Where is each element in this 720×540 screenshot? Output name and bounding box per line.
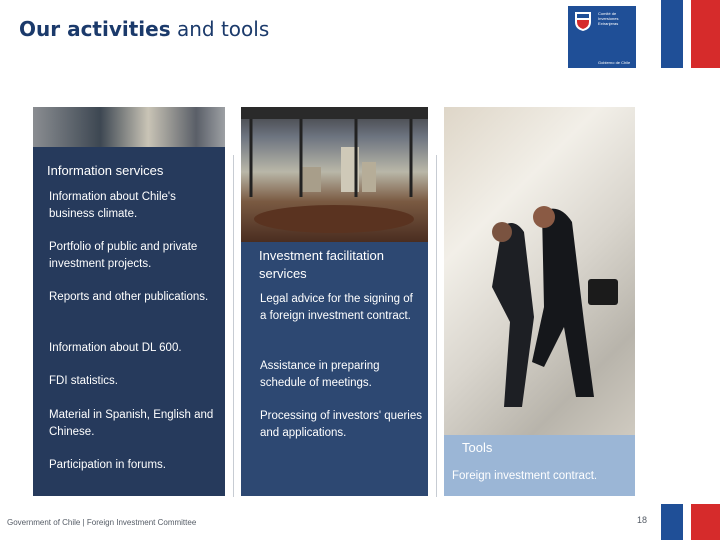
information-services-heading: Information services bbox=[47, 163, 164, 178]
investment-facilitation-heading: Investment facilitation services bbox=[259, 248, 385, 281]
list-item: Material in Spanish, English and Chinese. bbox=[49, 409, 214, 438]
businessmen-walking-photo bbox=[444, 107, 635, 435]
chile-government-logo: Comité de Inversiones Extranjeras Gobierno de Chile bbox=[568, 6, 636, 68]
column-divider bbox=[436, 155, 437, 497]
shield-icon bbox=[573, 10, 593, 32]
slide-title: Our activities and tools bbox=[19, 17, 270, 41]
list-item: Legal advice for the signing of a foreign investment contract. bbox=[260, 293, 413, 322]
footer-text: Government of Chile | Foreign Investment Committee bbox=[7, 518, 197, 527]
column-divider bbox=[233, 155, 234, 497]
list-item: Assistance in preparing schedule of meetings. bbox=[260, 360, 380, 389]
office-meeting-photo bbox=[33, 107, 225, 147]
list-item: Portfolio of public and private investment projects. bbox=[49, 241, 198, 270]
conference-room-photo bbox=[241, 107, 428, 242]
list-item: Reports and other publications. bbox=[49, 291, 209, 303]
list-item: FDI statistics. bbox=[49, 375, 119, 387]
list-item: Processing of investors' queries and applications. bbox=[260, 410, 422, 439]
list-item: Information about DL 600. bbox=[49, 342, 182, 354]
flag-stripe bbox=[661, 504, 720, 540]
list-item: Foreign investment contract. bbox=[452, 470, 598, 482]
page-number: 18 bbox=[637, 515, 648, 525]
tools-heading: Tools bbox=[462, 440, 493, 455]
list-item: Participation in forums. bbox=[49, 459, 166, 471]
list-item: Information about Chile's business climate. bbox=[49, 191, 176, 220]
flag-stripe bbox=[661, 0, 720, 68]
